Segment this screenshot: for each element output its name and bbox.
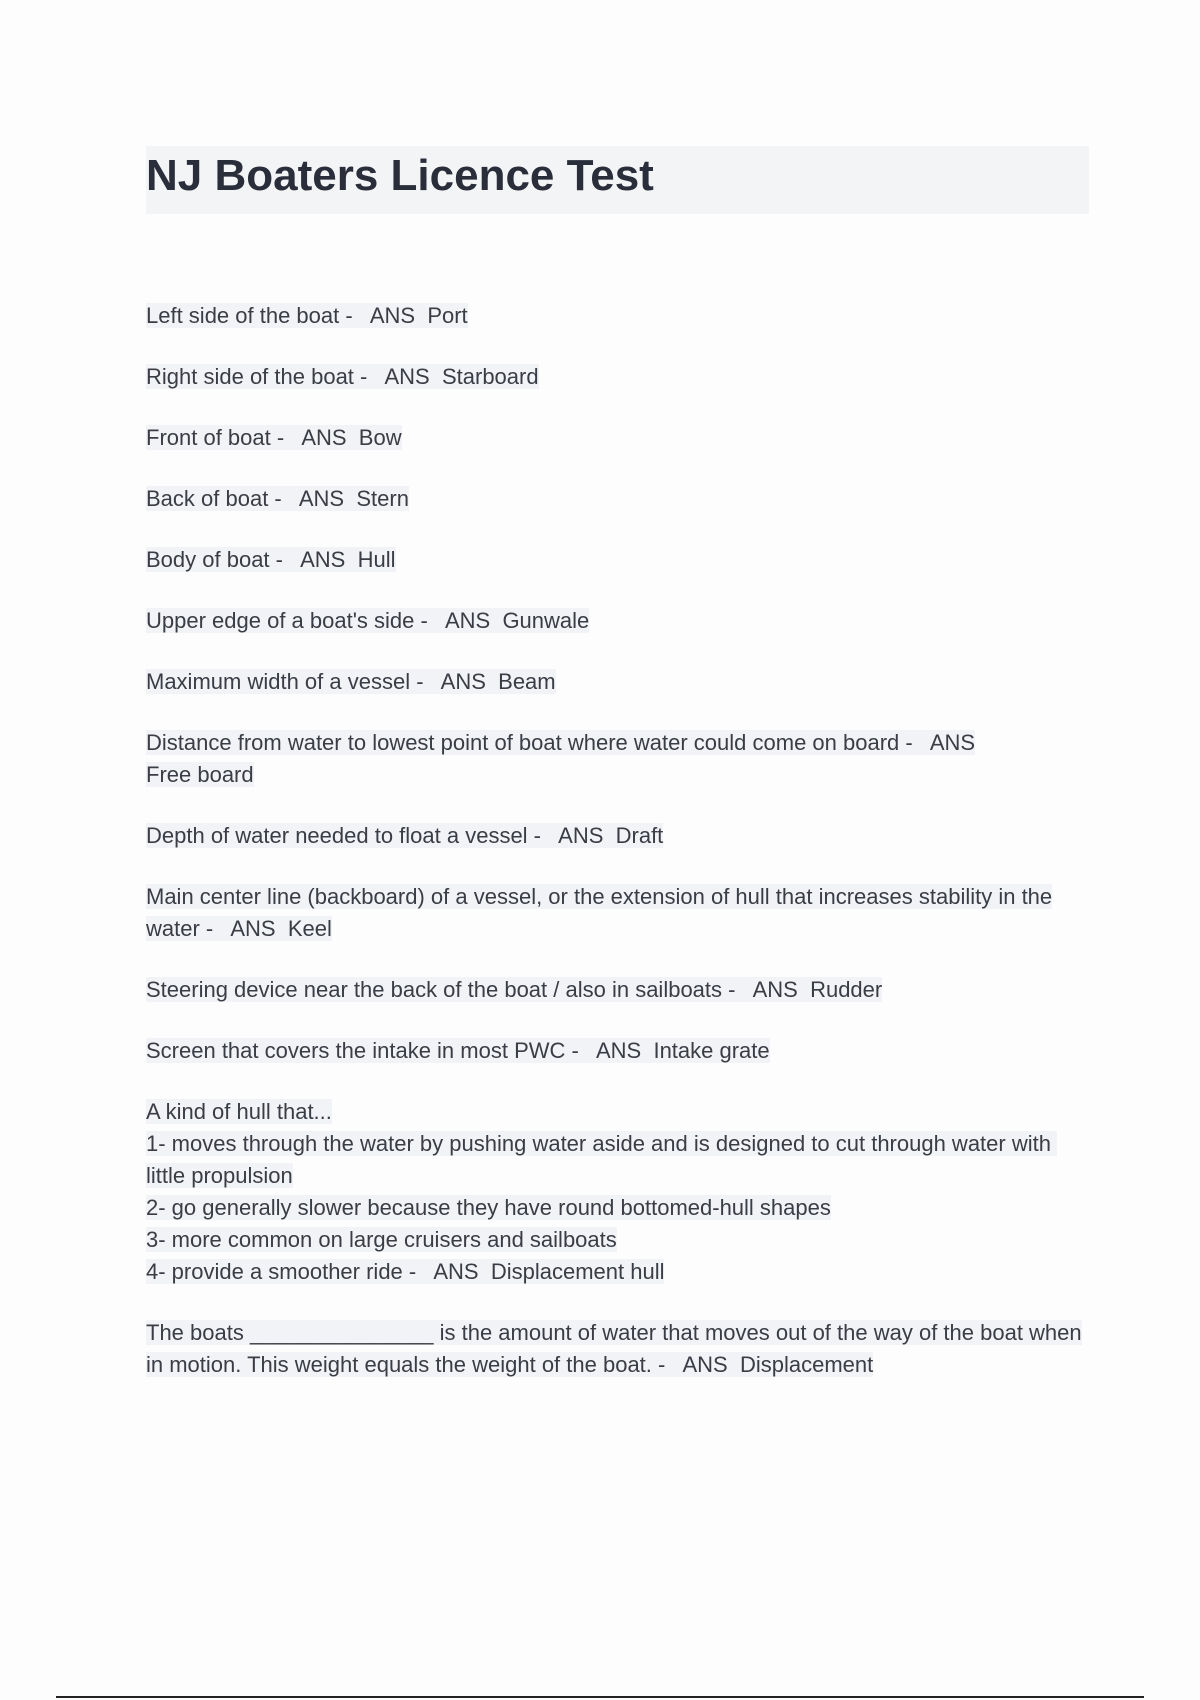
answer-text: Gunwale [502, 608, 590, 633]
answer-marker: ANS [595, 1038, 642, 1063]
title-block [146, 146, 1089, 214]
answer-marker: ANS [298, 486, 345, 511]
question-text: Steering device near the back of the boat / also in sailboats - [146, 977, 736, 1002]
answer-text: Intake grate [653, 1038, 770, 1063]
qa-item [146, 361, 1086, 393]
qa-item [146, 483, 1086, 515]
answer-text: Hull [357, 547, 396, 572]
list-line: 2- go generally slower because they have round bottomed-hull shapes [146, 1195, 831, 1220]
qa-item [146, 1317, 1086, 1381]
answer-marker: ANS [433, 1259, 479, 1284]
answer-text: Displacement hull [490, 1259, 665, 1284]
answer-text: Keel [287, 916, 332, 941]
answer-marker: ANS [752, 977, 798, 1002]
question-text: Body of boat - [146, 547, 283, 572]
answer-marker: ANS [558, 823, 604, 848]
answer-text: Free board [146, 762, 254, 787]
qa-list [146, 300, 1086, 1410]
question-text: Front of boat - [146, 425, 285, 450]
qa-item [146, 422, 1086, 454]
answer-marker: ANS [301, 425, 347, 450]
question-text: A kind of hull that... [146, 1099, 332, 1124]
qa-item [146, 666, 1086, 698]
qa-item [146, 727, 1086, 791]
answer-marker: ANS [230, 916, 276, 941]
footer-divider [56, 1696, 1144, 1698]
question-text: Back of boat - [146, 486, 282, 511]
answer-text: Displacement [739, 1352, 874, 1377]
qa-item [146, 820, 1086, 852]
answer-text: Bow [358, 425, 402, 450]
answer-marker: ANS [929, 730, 976, 755]
answer-text: Rudder [810, 977, 883, 1002]
question-text: Upper edge of a boat's side - [146, 608, 428, 633]
qa-item [146, 544, 1086, 576]
question-text: Distance from water to lowest point of boat where water could come on board - [146, 730, 913, 755]
qa-item [146, 300, 1086, 332]
question-text: Right side of the boat - [146, 364, 368, 389]
answer-marker: ANS [300, 547, 346, 572]
answer-text: Port [427, 303, 468, 328]
answer-text: Starboard [441, 364, 539, 389]
answer-text: Beam [498, 669, 556, 694]
qa-item [146, 974, 1086, 1006]
answer-text: Draft [615, 823, 664, 848]
list-line: 4- provide a smoother ride - [146, 1259, 417, 1284]
question-text: Maximum width of a vessel - [146, 669, 424, 694]
qa-item-multiline [146, 1096, 1086, 1288]
question-text: Depth of water needed to float a vessel - [146, 823, 542, 848]
answer-marker: ANS [384, 364, 430, 389]
qa-item [146, 605, 1086, 637]
answer-marker: ANS [682, 1352, 728, 1377]
question-text: Left side of the boat - [146, 303, 353, 328]
answer-text: Stern [356, 486, 409, 511]
question-text: Screen that covers the intake in most PWC - [146, 1038, 579, 1063]
list-line: 1- moves through the water by pushing water aside and is designed to cut through water with little propulsion [146, 1131, 1058, 1188]
qa-item [146, 1035, 1086, 1067]
page-title: NJ Boaters Licence Test [146, 151, 654, 200]
question-text: Main center line (backboard) of a vessel, or the extension of hull that increases stability in the water - [146, 884, 1053, 941]
answer-marker: ANS [440, 669, 486, 694]
answer-marker: ANS [444, 608, 491, 633]
qa-item [146, 881, 1086, 945]
answer-marker: ANS [369, 303, 416, 328]
question-text: The boats _______________ is the amount of water that moves out of the way of the boat when in motion. This weight equals the weight of the boat. - [146, 1320, 1082, 1377]
list-line: 3- more common on large cruisers and sailboats [146, 1227, 617, 1252]
